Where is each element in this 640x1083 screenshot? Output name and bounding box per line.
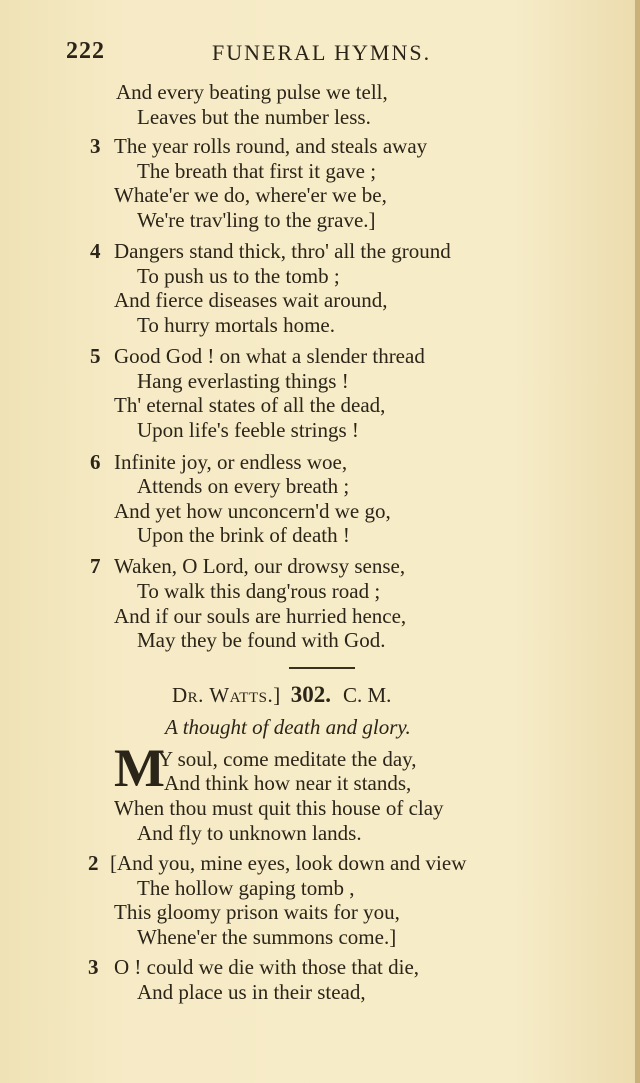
hymn-line: Attends on every breath ;: [137, 474, 350, 498]
hymn-line: And think how near it stands,: [164, 771, 412, 795]
hymn-line: Th' eternal states of all the dead,: [114, 393, 386, 417]
hymn-line: The breath that first it gave ;: [137, 159, 377, 183]
hymn-line: And yet how unconcern'd we go,: [114, 499, 391, 523]
hymn-line: And fly to unknown lands.: [137, 821, 362, 845]
hymn-line: Infinite joy, or endless woe,: [114, 450, 348, 474]
hymn-line: And place us in their stead,: [137, 980, 366, 1004]
hymn-line: This gloomy prison waits for you,: [114, 900, 400, 924]
page-edge: [635, 0, 640, 1083]
hymn-line: [And you, mine eyes, look down and view: [110, 851, 467, 875]
hymn-line: Upon life's feeble strings !: [137, 418, 359, 442]
hymn-author: Dr. Watts.]: [172, 683, 281, 707]
hymn-line: Y soul, come meditate the day,: [158, 747, 417, 771]
hymn-line: O ! could we die with those that die,: [114, 955, 420, 979]
hymn-line: Good God ! on what a slender thread: [114, 344, 425, 368]
hymn-line: Waken, O Lord, our drowsy sense,: [114, 554, 406, 578]
hymn-subtitle: A thought of death and glory.: [165, 715, 411, 739]
hymn-line: And if our souls are hurried hence,: [114, 604, 407, 628]
hymn-line: To hurry mortals home.: [137, 313, 335, 337]
hymn-line: When thou must quit this house of clay: [114, 796, 444, 820]
running-title: FUNERAL HYMNS.: [212, 40, 432, 65]
hymn-line: Dangers stand thick, thro' all the ground: [114, 239, 451, 263]
hymn-line: Upon the brink of death !: [137, 523, 350, 547]
verse-number: 4: [90, 239, 101, 263]
hymn-line: Whene'er the summons come.]: [137, 925, 397, 949]
verse-number: 6: [90, 450, 101, 474]
hymn-line: May they be found with God.: [137, 628, 386, 652]
verse-number: 3: [90, 134, 101, 158]
hymn-line: Leaves but the number less.: [137, 105, 371, 129]
drop-cap: M: [114, 738, 165, 798]
hymn-line: Whate'er we do, where'er we be,: [114, 183, 387, 207]
hymn-line: To walk this dang'rous road ;: [137, 579, 381, 603]
hymn-heading: [172, 681, 391, 709]
hymn-line: The hollow gaping tomb ,: [137, 876, 355, 900]
hymn-line: And fierce diseases wait around,: [114, 288, 388, 312]
page-header: [66, 38, 586, 72]
verse-number: 3: [88, 955, 99, 979]
hymn-line: We're trav'ling to the grave.]: [137, 208, 376, 232]
verse-number: 5: [90, 344, 101, 368]
hymn-line: And every beating pulse we tell,: [116, 80, 388, 104]
hymn-meter: C. M.: [342, 683, 392, 707]
verse-number: 2: [88, 851, 99, 875]
hymn-number: 302.: [290, 682, 331, 707]
hymn-line: The year rolls round, and steals away: [114, 134, 428, 158]
hymn-line: Hang everlasting things !: [137, 369, 349, 393]
verse-number: 7: [90, 554, 101, 578]
page-number: 222: [66, 38, 105, 64]
section-divider: [289, 667, 355, 669]
hymn-line: To push us to the tomb ;: [137, 264, 340, 288]
